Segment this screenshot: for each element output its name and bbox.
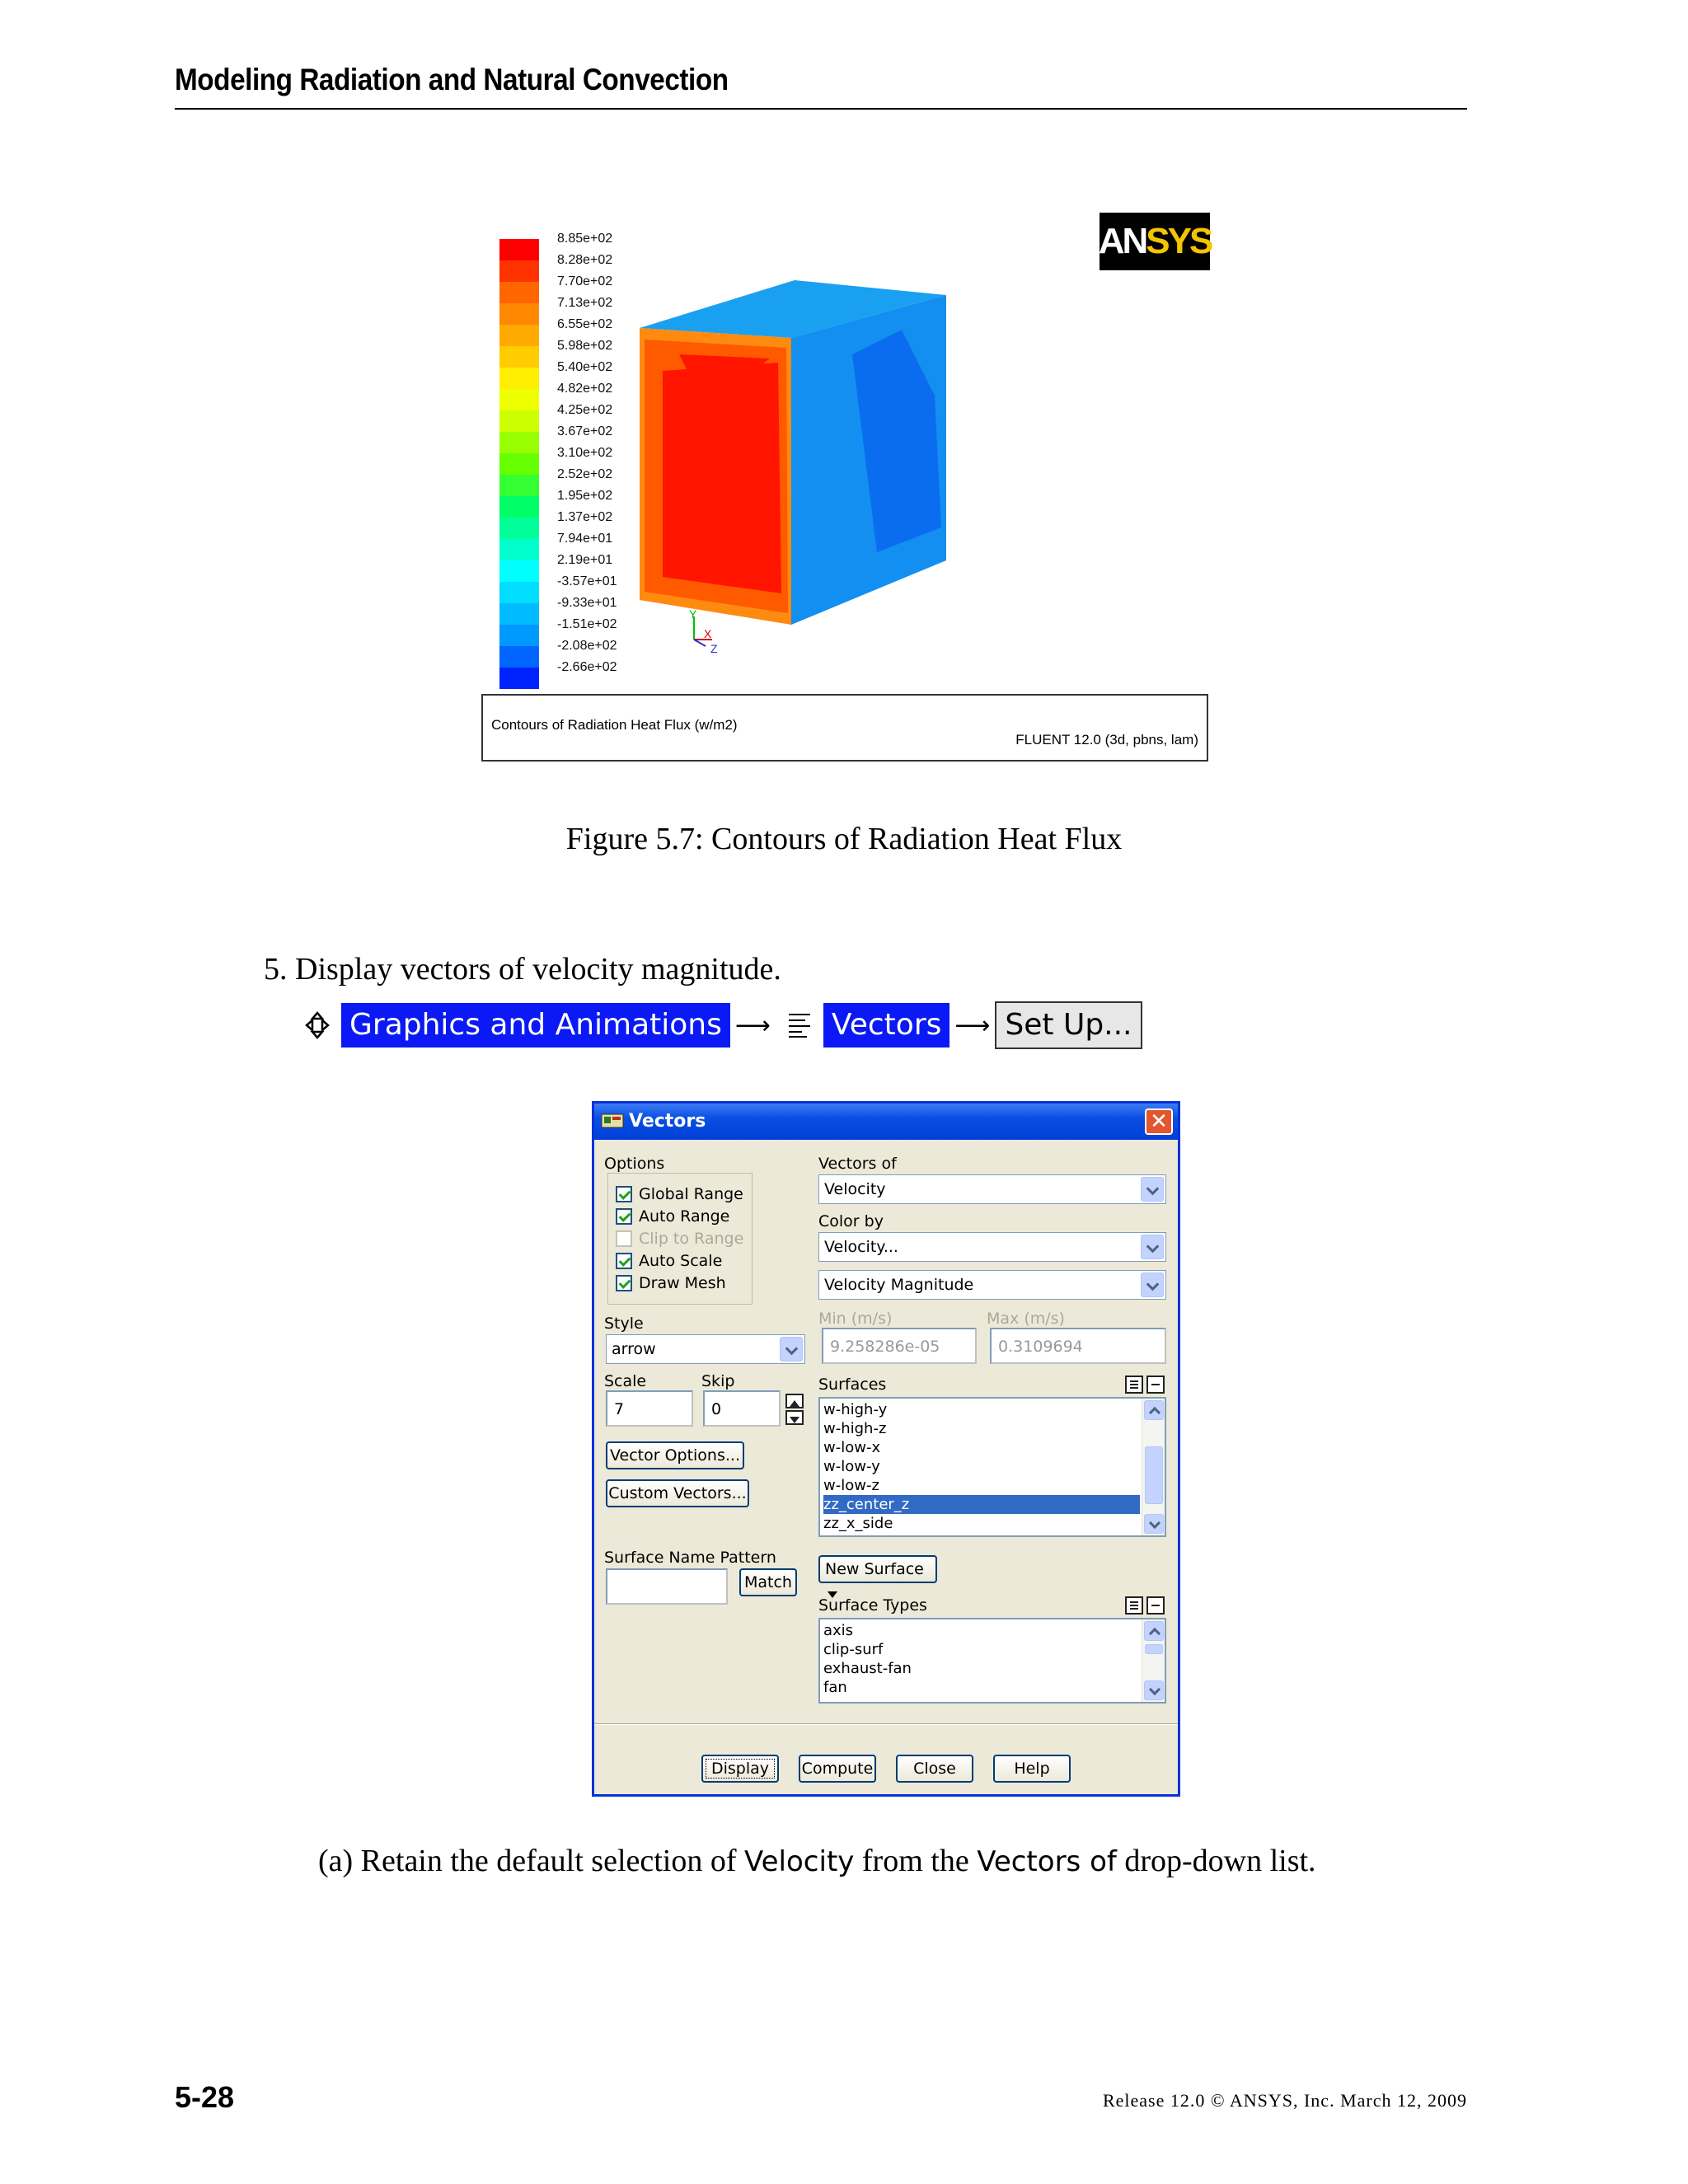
select-all-surfaces-icon[interactable] [1125,1376,1143,1394]
option-checkbox[interactable] [616,1186,632,1202]
axis-triad [687,610,753,659]
contour-figure [481,206,1212,762]
legend-swatch [499,625,539,646]
surface-type-item[interactable]: clip-surf [823,1641,884,1658]
skip-stepper-up[interactable] [785,1394,804,1408]
vectors-of-label: Vectors of [818,1155,897,1173]
scale-label: Scale [604,1372,647,1390]
legend-swatch [499,389,539,410]
legend-swatch [499,432,539,453]
path-arrow: ⟶ [954,1010,991,1040]
legend-label: 5.98e+02 [557,339,613,353]
legend-label: -3.57e+01 [557,574,617,588]
help-button[interactable]: Help [993,1755,1071,1783]
arrow-up-icon [787,1398,802,1409]
scroll-down-icon[interactable] [1144,1514,1164,1534]
scale-field[interactable]: 7 [606,1390,693,1427]
surface-name-pattern-field[interactable] [606,1568,728,1605]
contour-caption: Contours of Radiation Heat Flux (w/m2) [491,717,738,733]
option-label: Clip to Range [639,1230,744,1248]
legend-swatch [499,668,539,689]
legend-label: 3.10e+02 [557,446,613,460]
legend-swatch [499,368,539,389]
legend-label: 4.82e+02 [557,382,613,396]
move-arrows-icon [305,1011,330,1039]
fluent-app-icon [601,1112,624,1130]
menu-path [305,1002,1142,1048]
header-rule [175,108,1467,110]
legend-label: 2.52e+02 [557,467,613,481]
close-window-button[interactable] [1145,1108,1173,1135]
cube-contour-render [605,280,1100,676]
vectors-list-icon [787,1011,812,1039]
color-by-label: Color by [818,1212,884,1230]
legend-label: 8.28e+02 [557,253,613,267]
button-row-divider [594,1723,1178,1725]
surface-type-item[interactable]: axis [823,1622,854,1639]
close-icon: ✕ [1150,1109,1168,1134]
legend-label: -2.08e+02 [557,639,617,653]
surface-list-item[interactable]: w-low-x [823,1439,881,1456]
min-field: 9.258286e-05 [822,1328,977,1364]
scroll-thumb[interactable] [1145,1446,1163,1504]
skip-field[interactable]: 0 [703,1390,781,1427]
menu-graphics-and-animations[interactable]: Graphics and Animations [341,1003,730,1047]
legend-swatch [499,325,539,346]
vector-options-button[interactable]: Vector Options... [606,1441,744,1469]
legend-label: 4.25e+02 [557,403,613,417]
legend-swatch [499,496,539,518]
chevron-down-icon [1141,1272,1164,1297]
skip-stepper-down[interactable] [785,1410,804,1425]
vectors-of-dropdown[interactable]: Velocity [818,1174,1166,1204]
surface-list-item[interactable]: w-high-z [823,1420,887,1437]
figure-caption: Figure 5.7: Contours of Radiation Heat Flux [565,822,1123,856]
select-all-types-icon[interactable] [1125,1596,1143,1615]
menu-vectors[interactable]: Vectors [823,1003,950,1047]
axis-z-label: Z [710,642,718,655]
surfaces-scrollbar[interactable] [1142,1399,1165,1535]
legend-label: 7.13e+02 [557,296,613,310]
legend-label: 7.70e+02 [557,274,613,288]
max-label: Max (m/s) [987,1310,1065,1328]
legend-label: 7.94e+01 [557,532,613,546]
option-label: Draw Mesh [639,1274,726,1292]
legend-label: 8.85e+02 [557,232,613,246]
skip-label: Skip [701,1372,735,1390]
custom-vectors-button[interactable]: Custom Vectors... [606,1479,749,1507]
close-button[interactable]: Close [896,1755,973,1783]
color-legend [499,239,541,668]
surface-type-item[interactable]: fan [823,1679,847,1696]
legend-label: -9.33e+01 [557,596,617,610]
surface-list-item[interactable]: zz_x_side [823,1515,893,1532]
substep-a: (a) Retain the default selection of Velocity from the Vectors of drop-down list. [318,1844,1316,1878]
step-5-text: 5. Display vectors of velocity magnitude. [264,952,781,987]
path-arrow: ⟶ [734,1010,771,1040]
surface-types-list[interactable] [818,1618,1166,1704]
axis-y-label: Y [689,610,697,621]
legend-swatch [499,453,539,475]
legend-swatch [499,603,539,625]
color-by-sub-dropdown[interactable]: Velocity Magnitude [818,1270,1166,1300]
legend-swatch [499,582,539,603]
figure-caption-box [481,694,1208,762]
legend-label: -1.51e+02 [557,617,617,631]
scroll-thumb[interactable] [1145,1644,1163,1654]
surface-list-item[interactable]: zz_center_z [823,1495,1140,1514]
arrow-down-icon [787,1414,802,1426]
set-up-button[interactable]: Set Up... [995,1001,1142,1049]
legend-swatch [499,282,539,303]
legend-label: 6.55e+02 [557,317,613,331]
surface-name-pattern-label: Surface Name Pattern [604,1549,776,1567]
color-by-dropdown[interactable]: Velocity... [818,1232,1166,1262]
surfaces-list[interactable] [818,1397,1166,1537]
min-label: Min (m/s) [818,1310,893,1328]
deselect-all-types-icon[interactable] [1146,1596,1165,1615]
legend-label: 1.95e+02 [557,489,613,503]
legend-swatch [499,539,539,560]
surfaces-label: Surfaces [818,1376,887,1394]
axis-x-label: X [704,627,712,640]
compute-button[interactable]: Compute [799,1755,876,1783]
surface-list-item[interactable]: w-low-y [823,1458,880,1475]
legend-swatch [499,239,539,260]
vectors-dialog [592,1101,1180,1797]
dialog-title: Vectors [629,1111,706,1132]
legend-label: -2.66e+02 [557,660,617,674]
option-checkbox[interactable] [616,1275,632,1291]
option-label: Auto Range [639,1207,730,1226]
option-checkbox[interactable] [616,1253,632,1269]
dialog-titlebar[interactable] [594,1104,1178,1140]
scroll-up-icon[interactable] [1144,1621,1164,1641]
options-label: Options [604,1155,665,1173]
legend-label: 3.67e+02 [557,424,613,438]
option-label: Global Range [639,1185,743,1203]
chevron-down-icon [780,1337,803,1361]
surface-types-label: Surface Types [818,1596,927,1615]
legend-swatch [499,475,539,496]
surface-type-item[interactable]: exhaust-fan [823,1660,912,1677]
surface-types-scrollbar[interactable] [1142,1619,1165,1702]
page-number: 5-28 [175,2080,235,2114]
legend-swatch [499,410,539,432]
style-dropdown[interactable]: arrow [606,1334,805,1364]
display-button[interactable]: Display [701,1755,779,1783]
option-label: Auto Scale [639,1252,723,1270]
max-field: 0.3109694 [990,1328,1166,1364]
legend-label: 5.40e+02 [557,360,613,374]
legend-swatch [499,518,539,539]
deselect-all-surfaces-icon[interactable] [1146,1376,1165,1394]
option-checkbox[interactable] [616,1208,632,1225]
option-checkbox [616,1230,632,1247]
legend-label: 2.19e+01 [557,553,613,567]
chevron-down-icon [1141,1235,1164,1259]
legend-swatch [499,346,539,368]
legend-swatch [499,646,539,668]
chevron-down-icon [1141,1177,1164,1202]
ansys-logo: AN SYS [1100,213,1210,270]
new-surface-button[interactable]: New Surface [818,1555,937,1583]
surface-list-item[interactable]: w-high-y [823,1401,888,1418]
legend-swatch [499,260,539,282]
solver-caption: FLUENT 12.0 (3d, pbns, lam) [1015,732,1198,748]
page-header-title: Modeling Radiation and Natural Convection [175,63,729,96]
legend-label: 1.37e+02 [557,510,613,524]
scroll-down-icon[interactable] [1144,1680,1164,1700]
legend-swatch [499,560,539,582]
match-button[interactable]: Match [739,1568,797,1596]
surface-list-item[interactable]: w-low-z [823,1477,879,1494]
legend-swatch [499,303,539,325]
style-label: Style [604,1315,644,1333]
scroll-up-icon[interactable] [1144,1400,1164,1420]
release-note: Release 12.0 © ANSYS, Inc. March 12, 2009 [1102,2090,1467,2111]
